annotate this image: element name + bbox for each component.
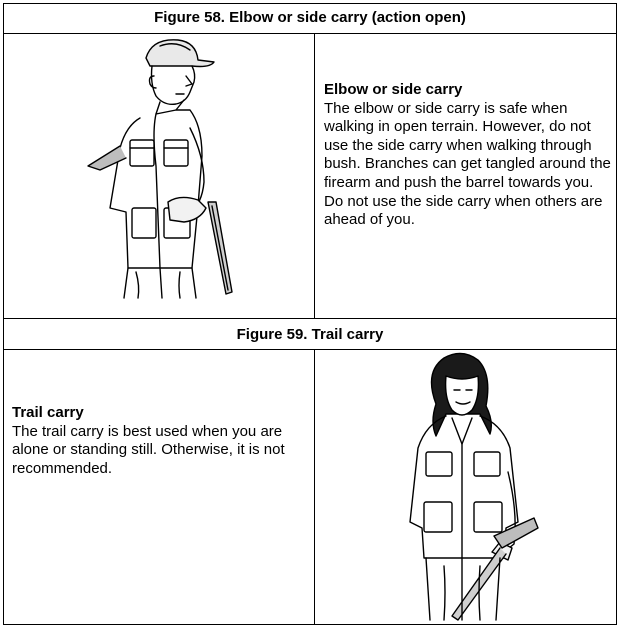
column-divider (314, 33, 315, 319)
figure-58-heading: Elbow or side carry (324, 81, 463, 98)
hunter-trail-carry-illustration (396, 352, 544, 624)
figure-59-text (12, 404, 308, 478)
figure-58-body: The elbow or side carry is safe when walking in open terrain. However, do not use the side carry when walking through bush. Branches can get tangled around the firearm and push the barrel towards you. Do not use the side carry when others are ahead of you. (324, 99, 611, 229)
figure-58-title: Figure 58. Elbow or side carry (action open) (154, 9, 466, 26)
divider (3, 33, 617, 34)
figure-59-body: The trail carry is best used when you are alone or standing still. Otherwise, it is not recommended. (12, 422, 285, 477)
figure-59-title: Figure 59. Trail carry (236, 326, 384, 343)
divider (3, 349, 617, 350)
figure-59-heading: Trail carry (12, 404, 84, 421)
figure-58-text (324, 81, 614, 230)
hunter-elbow-carry-illustration (80, 36, 250, 302)
column-divider (314, 349, 315, 625)
divider (3, 318, 617, 319)
